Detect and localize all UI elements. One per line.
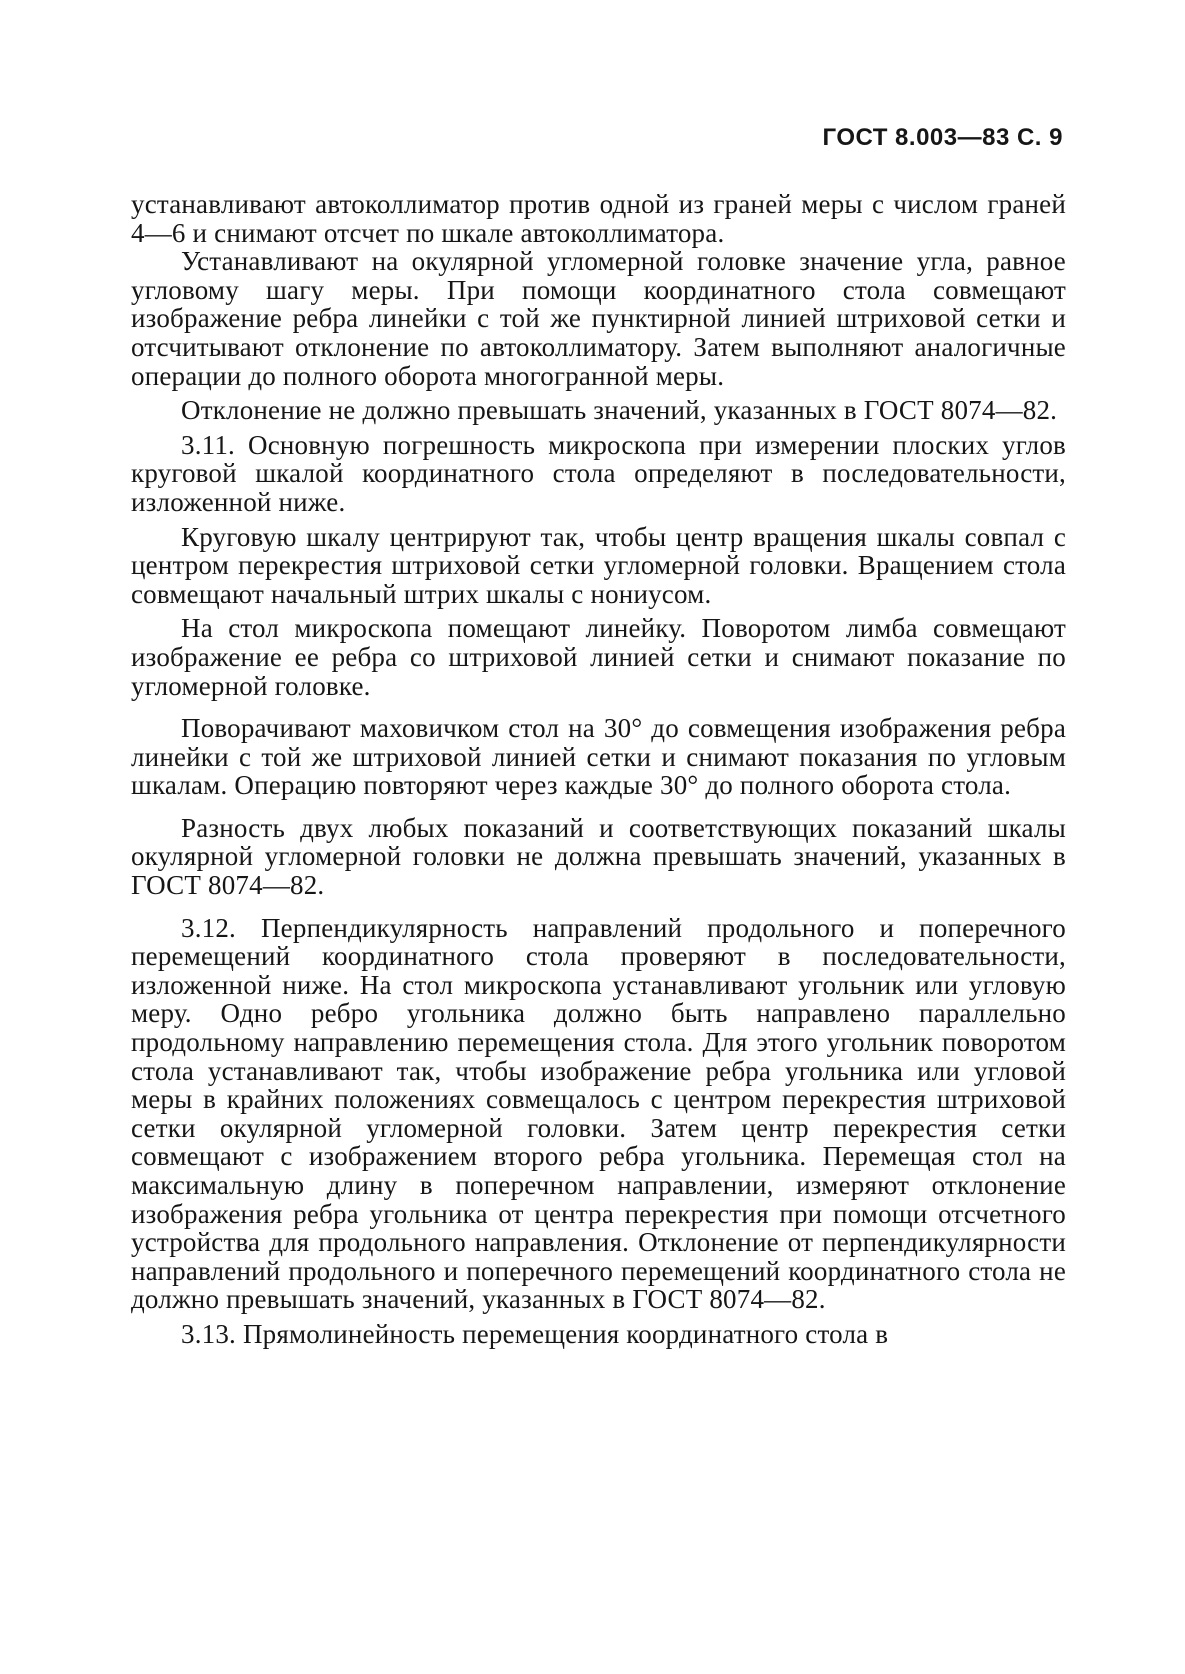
paragraph-8: Разность двух любых показаний и соответствующих показаний шкалы окулярной угломерной головки не должна превышать значений, указанных в ГОСТ 8074—82. <box>131 812 1066 901</box>
paragraph-2: Устанавливают на окулярной угломерной головке значение угла, равное угловому шагу меры. При помощи координатного стола совмещают изображение ребра линейки с той же пунктирной линией штриховой сетки и отсчитывают отклонение по автоколлиматору. Затем выполняют аналогичные операции до полного оборота многогранной меры. <box>131 246 1066 391</box>
paragraph-section-3-13: 3.13. Прямолинейность перемещения координатного стола в <box>181 1318 889 1349</box>
document-body <box>131 190 1066 1349</box>
paragraph-section-3-12: 3.12. Перпендикулярность направлений продольного и поперечного перемещений координатного стола проверяют в последовательности, изложенной ниже. На стол микроскопа устанавливают угольник или угловую меру. Одно ребро угольника должно быть направлено параллельно продольному направлению перемещения стола. Для этого угольник поворотом стола устанавливают так, чтобы изображение ребра угольника или угловой меры в крайних положениях совмещалось с центром перекрестия штриховой сетки окулярной угломерной головки. Затем центр перекрестия сетки совмещают с изображением второго ребра угольника. Перемещая стол на максимальную длину в поперечном направлении, измеряют отклонение изображения ребра угольника от центра перекрестия при помощи отсчетного устройства для продольного направления. Отклонение от перпендикулярности направлений продольного и поперечного перемещений координатного стола не должно превышать значений, указанных в ГОСТ 8074—82. <box>131 912 1066 1315</box>
paragraph-1: устанавливают автоколлиматор против одной из граней меры с числом граней 4—6 и снимают отсчет по шкале автоколлиматора. <box>131 189 1066 248</box>
paragraph-6: На стол микроскопа помещают линейку. Поворотом лимба совмещают изображение ее ребра со штриховой линией сетки и снимают показание по угломерной головке. <box>131 613 1066 701</box>
paragraph-section-3-11: 3.11. Основную погрешность микроскопа при измерении плоских углов круговой шкалой координатного стола определяют в последовательности, изложенной ниже. <box>131 429 1066 517</box>
paragraph-3: Отклонение не должно превышать значений, указанных в ГОСТ 8074—82. <box>181 395 1058 426</box>
paragraph-5: Круговую шкалу центрируют так, чтобы центр вращения шкалы совпал с центром перекрестия штриховой сетки угломерной головки. Вращением стола совмещают начальный штрих шкалы с нониусом. <box>131 521 1066 609</box>
paragraph-7: Поворачивают маховичком стол на 30° до совмещения изображения ребра линейки с той же штриховой линией сетки и снимают показания по угловым шкалам. Операцию повторяют через каждые 30° до полного оборота стола. <box>131 713 1066 801</box>
page-header: ГОСТ 8.003—83 С. 9 <box>822 124 1063 151</box>
